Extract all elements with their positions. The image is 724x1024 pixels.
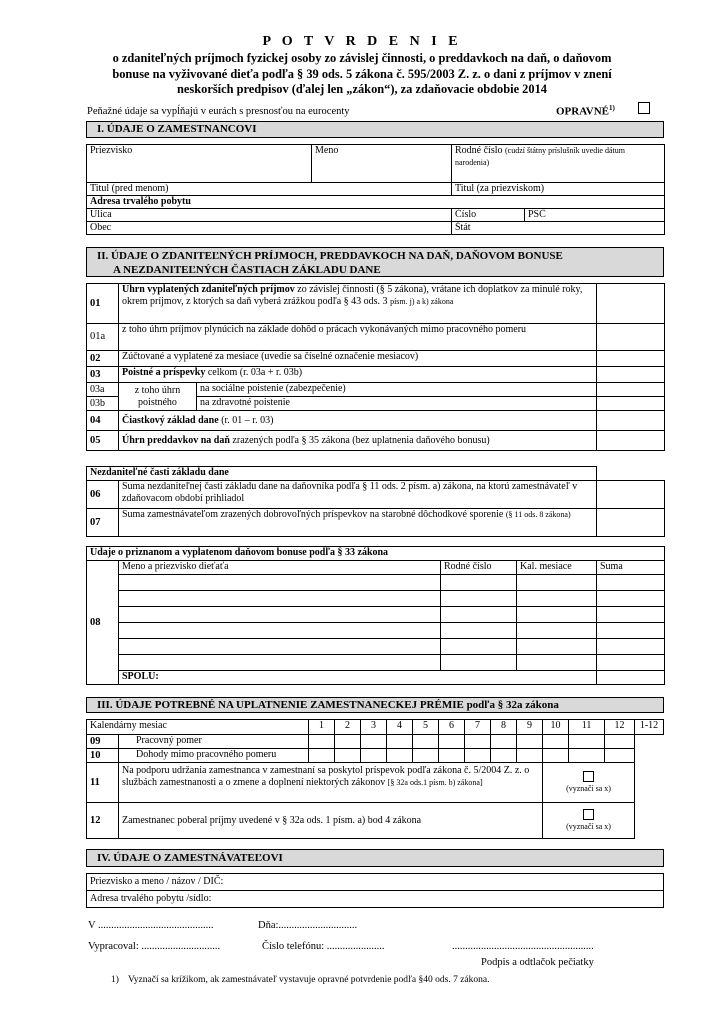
non-taxable-heading: Nezdaniteľné časti základu dane bbox=[87, 467, 597, 481]
child-row-cell[interactable] bbox=[119, 655, 441, 671]
row-10-label: Dohody mimo pracovného pomeru bbox=[119, 749, 309, 763]
signature-label: Podpis a odtlačok pečiatky bbox=[481, 957, 594, 968]
footnote: Vyznačí sa krížikom, ak zamestnávateľ vystavuje opravné potvrdenie podľa §40 ods. 7 zákona. bbox=[128, 975, 490, 985]
row-03-sub-label: z toho úhrn poistného bbox=[119, 383, 197, 411]
row-06-num: 06 bbox=[87, 481, 119, 509]
employee-table bbox=[86, 144, 665, 235]
employer-name-field[interactable]: Priezvisko a meno / názov / DIČ: bbox=[87, 874, 664, 891]
employer-address-field[interactable]: Adresa trvalého pobytu /sídlo: bbox=[87, 891, 664, 908]
month-6: 6 bbox=[439, 720, 465, 735]
section-1-header: I. ÚDAJE O ZAMESTNANCOVI bbox=[86, 121, 664, 138]
bonus-total-value[interactable] bbox=[597, 671, 665, 685]
row-03a-value[interactable] bbox=[597, 383, 665, 397]
state-field[interactable]: Štát bbox=[452, 222, 665, 235]
row-03b-label: na zdravotné poistenie bbox=[197, 397, 597, 411]
income-table bbox=[86, 283, 665, 451]
name-field[interactable]: Meno bbox=[312, 145, 452, 183]
number-field[interactable]: Číslo bbox=[452, 209, 525, 222]
row-02-label: Zúčtované a vyplatené za mesiace (uvedie sa číselné označenie mesiacov) bbox=[119, 351, 597, 367]
row-01-label: Úhrn vyplatených zdaniteľných príjmov zo závislej činnosti (§ 5 zákona), vrátane ich doplatkov za minulé roky, okrem príjmov, z ktorých sa daň vyberá zrážkou podľa § 43 ods. 3 písm. j) a k) zákona bbox=[119, 284, 597, 324]
row-07-label: Suma zamestnávateľom zrazených dobrovoľných príspevkov na starobné dôchodkové sporenie (§ 11 ods. 8 zákona) bbox=[119, 509, 597, 537]
month-8: 8 bbox=[491, 720, 517, 735]
month-11: 11 bbox=[569, 720, 605, 735]
row-07-value[interactable] bbox=[597, 509, 665, 537]
section-2-header: II. ÚDAJE O ZDANITEĽNÝCH PRÍJMOCH, PREDDAVKOCH NA DAŇ, DAŇOVOM BONUSE A NEZDANITEĽNÝCH ČASTIACH ZÁKLADU DANE bbox=[86, 247, 664, 277]
row-04-value[interactable] bbox=[597, 411, 665, 431]
row-12-mark[interactable]: (vyznačí sa x) bbox=[543, 803, 635, 839]
non-taxable-table bbox=[86, 466, 665, 537]
premium-table bbox=[86, 719, 664, 839]
bonus-total-label: SPOLU: bbox=[119, 671, 597, 685]
row-04-label: Čiastkový základ dane (r. 01 – r. 03) bbox=[119, 411, 597, 431]
bonus-heading: Údaje o priznanom a vyplatenom daňovom bonuse podľa § 33 zákona bbox=[87, 547, 665, 561]
row-03b-value[interactable] bbox=[597, 397, 665, 411]
row-10-num: 10 bbox=[87, 749, 119, 763]
place-field[interactable]: V ............................................ bbox=[88, 920, 214, 931]
corrective-label: OPRAVNÉ$^{1)}$ bbox=[556, 104, 615, 118]
child-row-cell[interactable] bbox=[119, 623, 441, 639]
row-12-num: 12 bbox=[87, 803, 119, 839]
document-title: P O T V R D E N I E bbox=[262, 34, 462, 49]
bonus-table bbox=[86, 546, 665, 685]
row-09-num: 09 bbox=[87, 735, 119, 749]
psc-field[interactable]: PSČ bbox=[525, 209, 665, 222]
row-08-num: 08 bbox=[87, 561, 119, 685]
row-12-label: Zamestnanec poberal príjmy uvedené v § 32a ods. 1 písm. a) bod 4 zákona bbox=[119, 803, 543, 839]
phone-field[interactable]: Číslo telefónu: ...................... bbox=[262, 941, 385, 952]
month-3: 3 bbox=[361, 720, 387, 735]
signature-line[interactable]: ...................................................... bbox=[452, 941, 594, 952]
row-07-num: 07 bbox=[87, 509, 119, 537]
row-03a-num: 03a bbox=[87, 383, 119, 397]
surname-field[interactable]: Priezvisko bbox=[87, 145, 312, 183]
row-01-value[interactable] bbox=[597, 284, 665, 324]
currency-note: Peňažné údaje sa vypĺňajú v eurách s presnosťou na eurocenty bbox=[87, 106, 350, 117]
row-05-label: Úhrn preddavkov na daň zrazených podľa § 35 zákona (bez uplatnenia daňového bonusu) bbox=[119, 431, 597, 451]
row-09-label: Pracovný pomer bbox=[119, 735, 309, 749]
row-05-value[interactable] bbox=[597, 431, 665, 451]
prepared-by-field[interactable]: Vypracoval: .............................. bbox=[88, 941, 221, 952]
month-2: 2 bbox=[335, 720, 361, 735]
employer-table bbox=[86, 873, 664, 908]
row-03a-label: na sociálne poistenie (zabezpečenie) bbox=[197, 383, 597, 397]
month-1-12: 1-12 bbox=[635, 720, 664, 735]
row-11-checkbox[interactable] bbox=[583, 771, 594, 782]
month-5: 5 bbox=[413, 720, 439, 735]
child-row-cell[interactable] bbox=[119, 591, 441, 607]
row-03-label: Poistné a príspevky celkom (r. 03a + r. 03b) bbox=[119, 367, 597, 383]
col-sum: Suma bbox=[597, 561, 665, 575]
street-field[interactable]: Ulica bbox=[87, 209, 452, 222]
section-4-header: IV. ÚDAJE O ZAMESTNÁVATEĽOVI bbox=[86, 849, 664, 867]
child-row-cell[interactable] bbox=[119, 575, 441, 591]
row-03b-num: 03b bbox=[87, 397, 119, 411]
corrective-checkbox[interactable] bbox=[638, 102, 650, 114]
month-12: 12 bbox=[605, 720, 635, 735]
title-before-field[interactable]: Titul (pred menom) bbox=[87, 183, 452, 196]
title-after-field[interactable]: Titul (za priezviskom) bbox=[452, 183, 665, 196]
document-subtitle: o zdaniteľných príjmoch fyzickej osoby zo závislej činnosti, o preddavkoch na daň, o daňovom bonuse na vyživované dieťa podľa § 39 ods. 5 zákona č. 595/2003 Z. z. o dani z príjmov v znení neskorších predpisov (ďalej len „zákon“), za zdaňovacie obdobie 2014 bbox=[112, 51, 612, 96]
row-02-value[interactable] bbox=[597, 351, 665, 367]
date-field[interactable]: Dňa:.............................. bbox=[258, 920, 358, 931]
month-7: 7 bbox=[465, 720, 491, 735]
child-row-cell[interactable] bbox=[119, 639, 441, 655]
city-field[interactable]: Obec bbox=[87, 222, 452, 235]
footnote-number: 1) bbox=[111, 975, 119, 985]
row-11-mark[interactable]: (vyznačí sa x) bbox=[543, 763, 635, 803]
col-birth-number: Rodné číslo bbox=[441, 561, 517, 575]
row-01a-value[interactable] bbox=[597, 324, 665, 351]
row-11-num: 11 bbox=[87, 763, 119, 803]
row-03-value[interactable] bbox=[597, 367, 665, 383]
row-05-num: 05 bbox=[87, 431, 119, 451]
month-9: 9 bbox=[517, 720, 543, 735]
row-12-checkbox[interactable] bbox=[583, 809, 594, 820]
col-months: Kal. mesiace bbox=[517, 561, 597, 575]
birth-number-field[interactable]: Rodné číslo (cudzí štátny príslušník uvedie dátum narodenia) bbox=[452, 145, 665, 183]
row-06-value[interactable] bbox=[597, 481, 665, 509]
row-04-num: 04 bbox=[87, 411, 119, 431]
row-02-num: 02 bbox=[87, 351, 119, 367]
row-01-num: 01 bbox=[87, 284, 119, 324]
col-child-name: Meno a priezvisko dieťaťa bbox=[119, 561, 441, 575]
row-03-num: 03 bbox=[87, 367, 119, 383]
child-row-cell[interactable] bbox=[119, 607, 441, 623]
month-label: Kalendárny mesiac bbox=[87, 720, 309, 735]
month-10: 10 bbox=[543, 720, 569, 735]
month-4: 4 bbox=[387, 720, 413, 735]
row-06-label: Suma nezdaniteľnej časti základu dane na daňovníka podľa § 11 ods. 2 písm. a) zákona, na ktorú zamestnávateľ v zdaňovacom období prihliadol bbox=[119, 481, 597, 509]
row-01a-num: 01a bbox=[87, 324, 119, 351]
row-01a-label: z toho úhrn príjmov plynúcich na základe dohôd o prácach vykonávaných mimo pracovného pomeru bbox=[119, 324, 597, 351]
row-11-label: Na podporu udržania zamestnanca v zamestnaní sa poskytol príspevok podľa zákona č. 5/2004 Z. z. o službách zamestnanosti a o zmene a doplnení niektorých zákonov [§ 32a ods.1 písm. b) zákona] bbox=[119, 763, 543, 803]
month-1: 1 bbox=[309, 720, 335, 735]
section-3-header: III. ÚDAJE POTREBNÉ NA UPLATNENIE ZAMESTNANECKEJ PRÉMIE podľa § 32a zákona bbox=[86, 697, 664, 713]
address-heading: Adresa trvalého pobytu bbox=[87, 196, 665, 209]
